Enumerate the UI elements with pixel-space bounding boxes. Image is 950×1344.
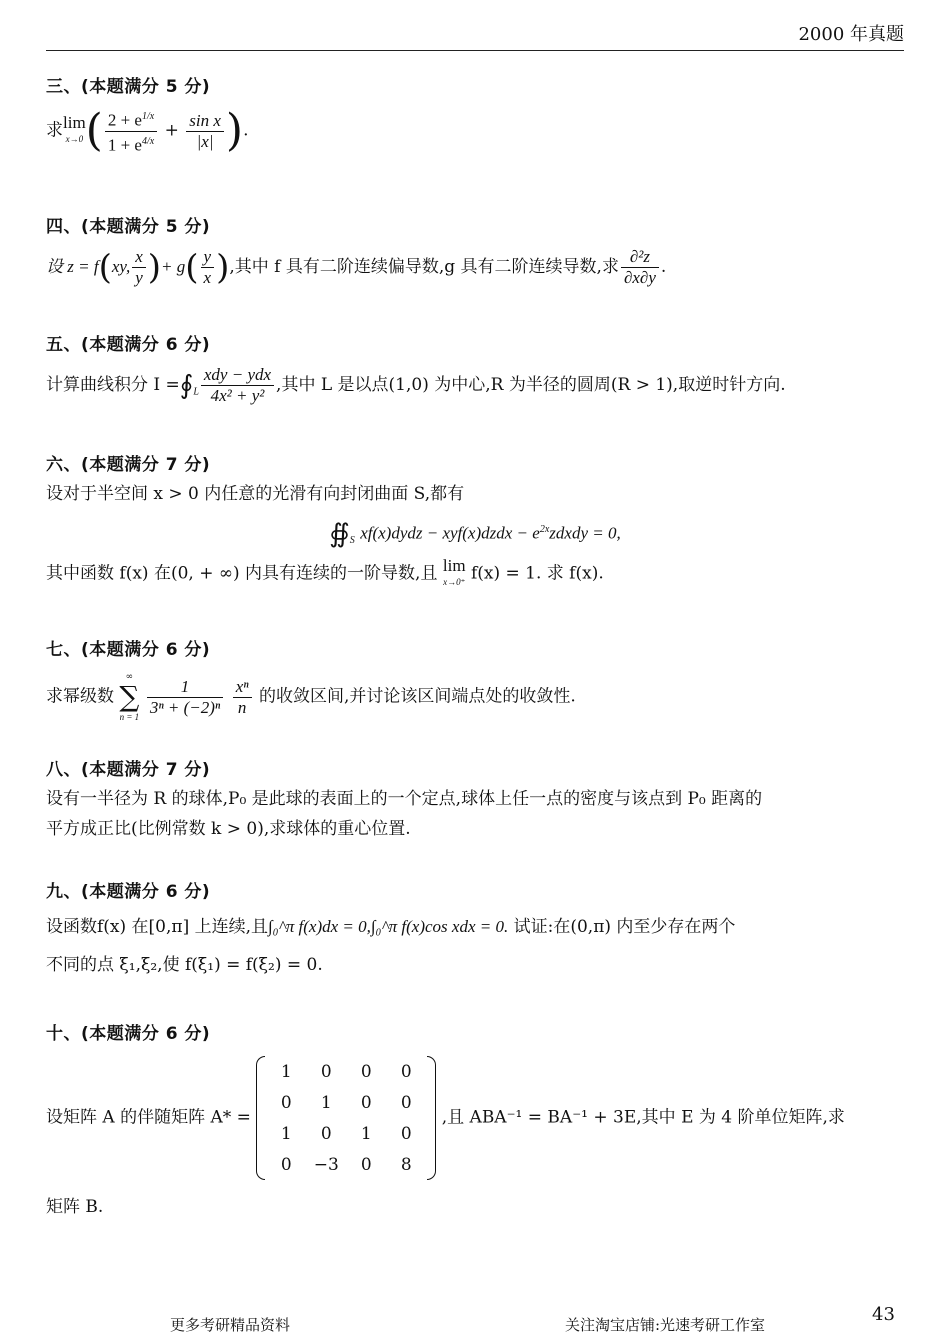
lim-label: lim: [442, 556, 466, 576]
section-heading: 五、(本题满分 6 分): [46, 335, 211, 355]
matrix-cell: 1: [280, 1061, 292, 1082]
matrix-cell: 1: [360, 1123, 372, 1144]
limit-operator: [443, 558, 466, 590]
period: .: [660, 257, 667, 277]
problem-text: [46, 365, 904, 407]
section-heading: 九、(本题满分 6 分): [46, 882, 211, 902]
expr-prefix: 求幂级数: [46, 686, 114, 707]
fraction-exp: [105, 107, 157, 155]
section-4: [46, 212, 904, 288]
matrix-cell: 0: [360, 1154, 372, 1175]
problem-line: 矩阵 B.: [46, 1197, 104, 1217]
section-8: [46, 755, 904, 844]
fraction-y-over-x: [201, 247, 215, 288]
matrix-cell: 1: [280, 1123, 292, 1144]
prompt-text: 求: [46, 120, 63, 141]
problem-text: [46, 107, 904, 155]
lim-subscript: x→0: [65, 134, 84, 145]
section-9: [46, 877, 904, 980]
section-7: [46, 635, 904, 724]
line-text: 其中函数 f(x) 在(0, + ∞) 内具有连续的一阶导数,且: [46, 563, 438, 584]
frac-num: 1: [147, 677, 223, 698]
frac-den: ∂x∂y: [623, 268, 656, 287]
den-exponent: 4/x: [141, 135, 155, 147]
matrix-cell: 1: [320, 1092, 332, 1113]
line-text: f(x) = 1. 求 f(x).: [470, 563, 604, 584]
problem-body: ,其中 f 具有二阶连续偏导数,g 具有二阶连续导数,求: [229, 257, 619, 277]
frac-num: xdy − ydx: [201, 365, 274, 386]
matrix-cell: 0: [400, 1123, 412, 1144]
footer-right: 关注淘宝店铺:光速考研工作室: [565, 1316, 766, 1334]
equation-body: xf(x)dydz − xyf(x)dzdx − e: [360, 523, 540, 543]
section-heading: 七、(本题满分 6 分): [46, 640, 211, 660]
section-10: [46, 1019, 904, 1222]
frac-num: ∂²z: [621, 247, 659, 268]
matrix-cell: 0: [320, 1061, 332, 1082]
expr-prefix: 设 z = f: [46, 257, 99, 276]
problem-line: [46, 558, 904, 590]
frac-den: n: [237, 697, 247, 717]
matrix-cell: −3: [313, 1154, 339, 1175]
lim-subscript: x→0⁺: [443, 577, 466, 588]
problem-line: [46, 912, 904, 942]
expr-prefix: 计算曲线积分 I =: [46, 375, 180, 395]
header-title: 2000 年真题: [798, 24, 904, 45]
left-paren: (: [85, 105, 103, 157]
expr-args: xy,: [111, 257, 131, 276]
exponent: 2x: [539, 524, 550, 535]
matrix-row: [266, 1087, 426, 1118]
surface-integral-eq: [46, 515, 904, 556]
problem-line: 设对于半空间 x > 0 内任意的光滑有向封闭曲面 S,都有: [46, 484, 465, 504]
problem-line: 平方成正比(比例常数 k > 0),求球体的重心位置.: [46, 819, 411, 839]
coefficient-fraction: [147, 677, 223, 718]
matrix-cell: 8: [400, 1154, 412, 1175]
page-header: [46, 14, 904, 51]
fraction-sin: [186, 111, 224, 152]
integral-subscript: S: [349, 535, 355, 547]
integral-1: ∫₀^π f(x)dx = 0,: [268, 917, 371, 936]
adjugate-matrix: [256, 1056, 436, 1180]
matrix-cell: 0: [320, 1123, 332, 1144]
section-heading: 十、(本题满分 6 分): [46, 1024, 211, 1044]
right-paren: ): [225, 105, 244, 157]
plus-sign: +: [164, 120, 179, 141]
sigma-symbol: ∑: [119, 680, 140, 713]
problem-body: ,其中 L 是以点(1,0) 为中心,R 为半径的圆周(R > 1),取逆时针方向.: [276, 375, 786, 395]
frac-num: 2 + e: [107, 110, 142, 130]
frac-den: 3ⁿ + (−2)ⁿ: [149, 697, 221, 717]
matrix-row: [266, 1149, 426, 1180]
line-text: 试证:在(0,π) 内至少存在两个: [513, 917, 736, 937]
sin-den: |x|: [196, 131, 214, 151]
matrix-row: [266, 1118, 426, 1149]
problem-body: ,且 ABA⁻¹ = BA⁻¹ + 3E,其中 E 为 4 阶单位矩阵,求: [441, 1107, 845, 1128]
sum-lower: n = 1: [119, 712, 140, 722]
matrix-table: [266, 1056, 426, 1180]
section-3: [46, 72, 904, 155]
section-heading: 四、(本题满分 5 分): [46, 217, 211, 237]
frac-den: 4x² + y²: [210, 386, 265, 405]
integral-subscript: L: [193, 386, 199, 398]
problem-line: 不同的点 ξ₁,ξ₂,使 f(ξ₁) = f(ξ₂) = 0.: [46, 955, 323, 975]
contour-integral: ∮: [179, 370, 194, 401]
sin-num: sin x: [186, 111, 224, 132]
matrix-cell: 0: [400, 1092, 412, 1113]
fraction-partial: [621, 247, 659, 288]
frac-den: y: [135, 268, 143, 287]
summation: [119, 670, 139, 724]
lim-label: lim: [63, 113, 86, 133]
problem-body: 的收敛区间,并讨论该区间端点处的收敛性.: [259, 686, 576, 707]
num-exponent: 1/x: [141, 111, 155, 122]
matrix-cell: 0: [360, 1092, 372, 1113]
matrix-cell: 0: [280, 1154, 292, 1175]
integrand-fraction: [201, 365, 274, 406]
matrix-cell: 0: [400, 1061, 412, 1082]
integral-2: ∫₀^π f(x)cos xdx = 0.: [370, 917, 509, 936]
frac-den: 1 + e: [107, 135, 142, 155]
matrix-cell: 0: [280, 1092, 292, 1113]
expr-mid: + g: [161, 257, 186, 276]
section-6: [46, 450, 904, 590]
frac-num: y: [201, 247, 215, 268]
problem-text: [46, 670, 904, 724]
problem-line: [46, 1056, 904, 1180]
expr-prefix: 设矩阵 A 的伴随矩阵 A* =: [46, 1107, 251, 1128]
surface-integral: ∯: [329, 519, 350, 550]
limit-operator: [63, 115, 86, 147]
section-heading: 三、(本题满分 5 分): [46, 77, 211, 97]
problem-line: 设有一半径为 R 的球体,P₀ 是此球的表面上的一个定点,球体上任一点的密度与该点到 P₀ 距离的: [46, 789, 763, 809]
footer-left: 更多考研精品资料: [170, 1316, 291, 1334]
power-fraction: [233, 677, 252, 718]
section-5: [46, 330, 904, 407]
matrix-cell: 0: [360, 1061, 372, 1082]
page-number: 43: [872, 1304, 895, 1325]
problem-text: 设 z = f(xy, $\frac{x}{y}$ )+ g( $\frac{y}{x}$ ),其中 f 具有二阶连续偏导数,g 具有二阶连续导数,求 $\frac{\text{∂²z}}{\partial x\partial y}$ .: [46, 247, 667, 288]
section-heading: 六、(本题满分 7 分): [46, 455, 211, 475]
section-heading: 八、(本题满分 7 分): [46, 760, 211, 780]
sum-upper: ∞: [125, 672, 134, 682]
fraction-x-over-y: [132, 247, 146, 288]
frac-num: xⁿ: [233, 677, 252, 698]
matrix-row: [266, 1056, 426, 1087]
line-text: 设函数f(x) 在[0,π] 上连续,且: [46, 917, 269, 937]
frac-num: x: [132, 247, 146, 268]
frac-den: x: [203, 268, 212, 287]
equation-end: zdxdy = 0,: [549, 523, 621, 543]
period: .: [243, 120, 249, 141]
